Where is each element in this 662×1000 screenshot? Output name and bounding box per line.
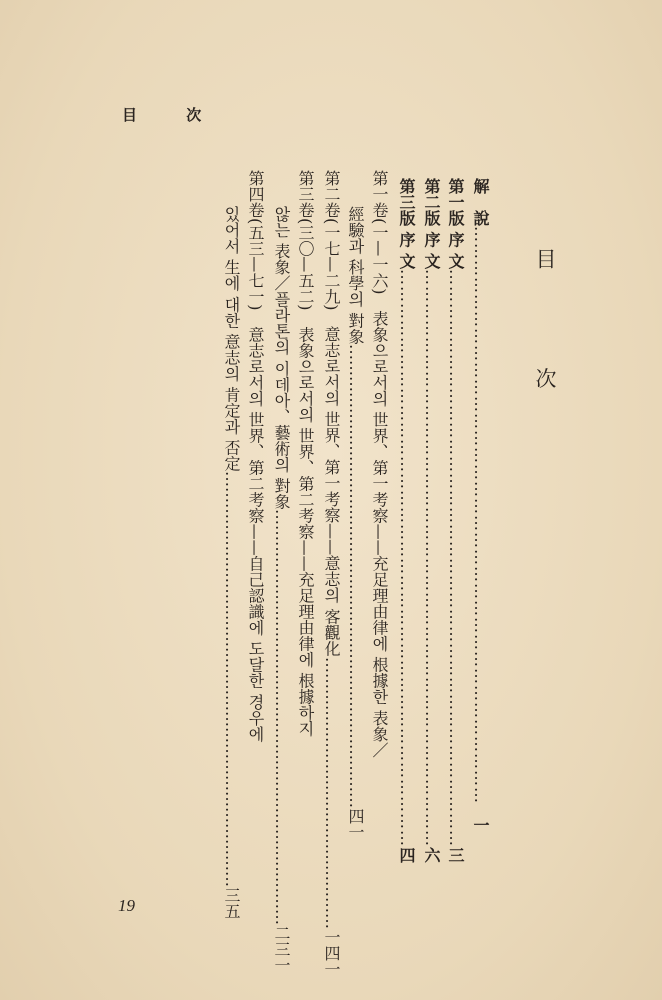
book-text: 意志로서의 世界、第一考察——意志의 客觀化: [322, 326, 341, 657]
running-head: 目 次: [122, 106, 224, 124]
leader-dots: …………………………………………………………………………………………: [446, 269, 465, 848]
book-1-line: [368, 170, 390, 758]
book-sub: 있어서 生에 대한 意志의 肯定과 否定: [222, 206, 241, 472]
entry-label: 第二版 序 文: [422, 178, 441, 270]
book-3-continuation: [270, 206, 292, 974]
toc-entry: [420, 178, 442, 864]
leader-dots: ……………………………………………………………………: [222, 471, 241, 888]
leader-dots: ……………………………………………………………………………: [346, 344, 365, 809]
leader-dots: …………………………………………………………………………………………: [471, 226, 490, 804]
book-4-continuation: [220, 206, 242, 920]
book-page: 一四一: [322, 928, 341, 977]
leader-dots: …………………………………………………………………………………………: [397, 269, 416, 848]
book-2-line: [320, 170, 342, 977]
toc-entry: [444, 178, 466, 864]
book-text: 意志로서의 世界、第二考察——自己認識에 도달한 경우에: [246, 326, 265, 742]
leader-dots: ……………………………………………………………………: [272, 509, 291, 926]
page-number: 19: [118, 896, 135, 915]
book-text: 表象으로서의 世界、第一考察——充足理由律에 根據한 表象／: [370, 310, 389, 758]
leader-dots: ……………………………………………: [322, 656, 341, 929]
entry-label: 第三版 序 文: [397, 178, 416, 270]
book-page: 二三一: [272, 925, 291, 974]
book-page: 三五: [222, 887, 241, 920]
entry-label: 解 說: [471, 178, 490, 226]
book-head: 第二卷(一七—二九): [322, 170, 341, 311]
book-1-continuation: [344, 206, 366, 841]
book-page: 四一: [346, 808, 365, 841]
book-text: 表象으로서의 世界、第二考察——充足理由律에 根據하지: [296, 326, 315, 737]
book-head: 第一卷(一—一六): [370, 170, 389, 295]
book-3-line: [294, 170, 316, 737]
book-head: 第三卷(三〇—五二): [296, 170, 315, 311]
entry-page: 四: [397, 847, 416, 864]
toc-entry: [395, 178, 417, 864]
toc-entry: [469, 178, 491, 833]
entry-page: 三: [446, 847, 465, 864]
entry-label: 第一版 序 文: [446, 178, 465, 270]
entry-page: 一: [471, 817, 490, 833]
page-title: 目 次: [533, 248, 557, 435]
book-sub: 經驗과 科學의 對象: [346, 206, 365, 345]
book-head: 第四卷(五三—七一): [246, 170, 265, 311]
book-sub: 않는 表象／플라톤의 이데아、藝術의 對象: [272, 206, 291, 510]
leader-dots: …………………………………………………………………………………………: [422, 269, 441, 848]
book-4-line: [244, 170, 266, 742]
entry-page: 六: [422, 847, 441, 864]
